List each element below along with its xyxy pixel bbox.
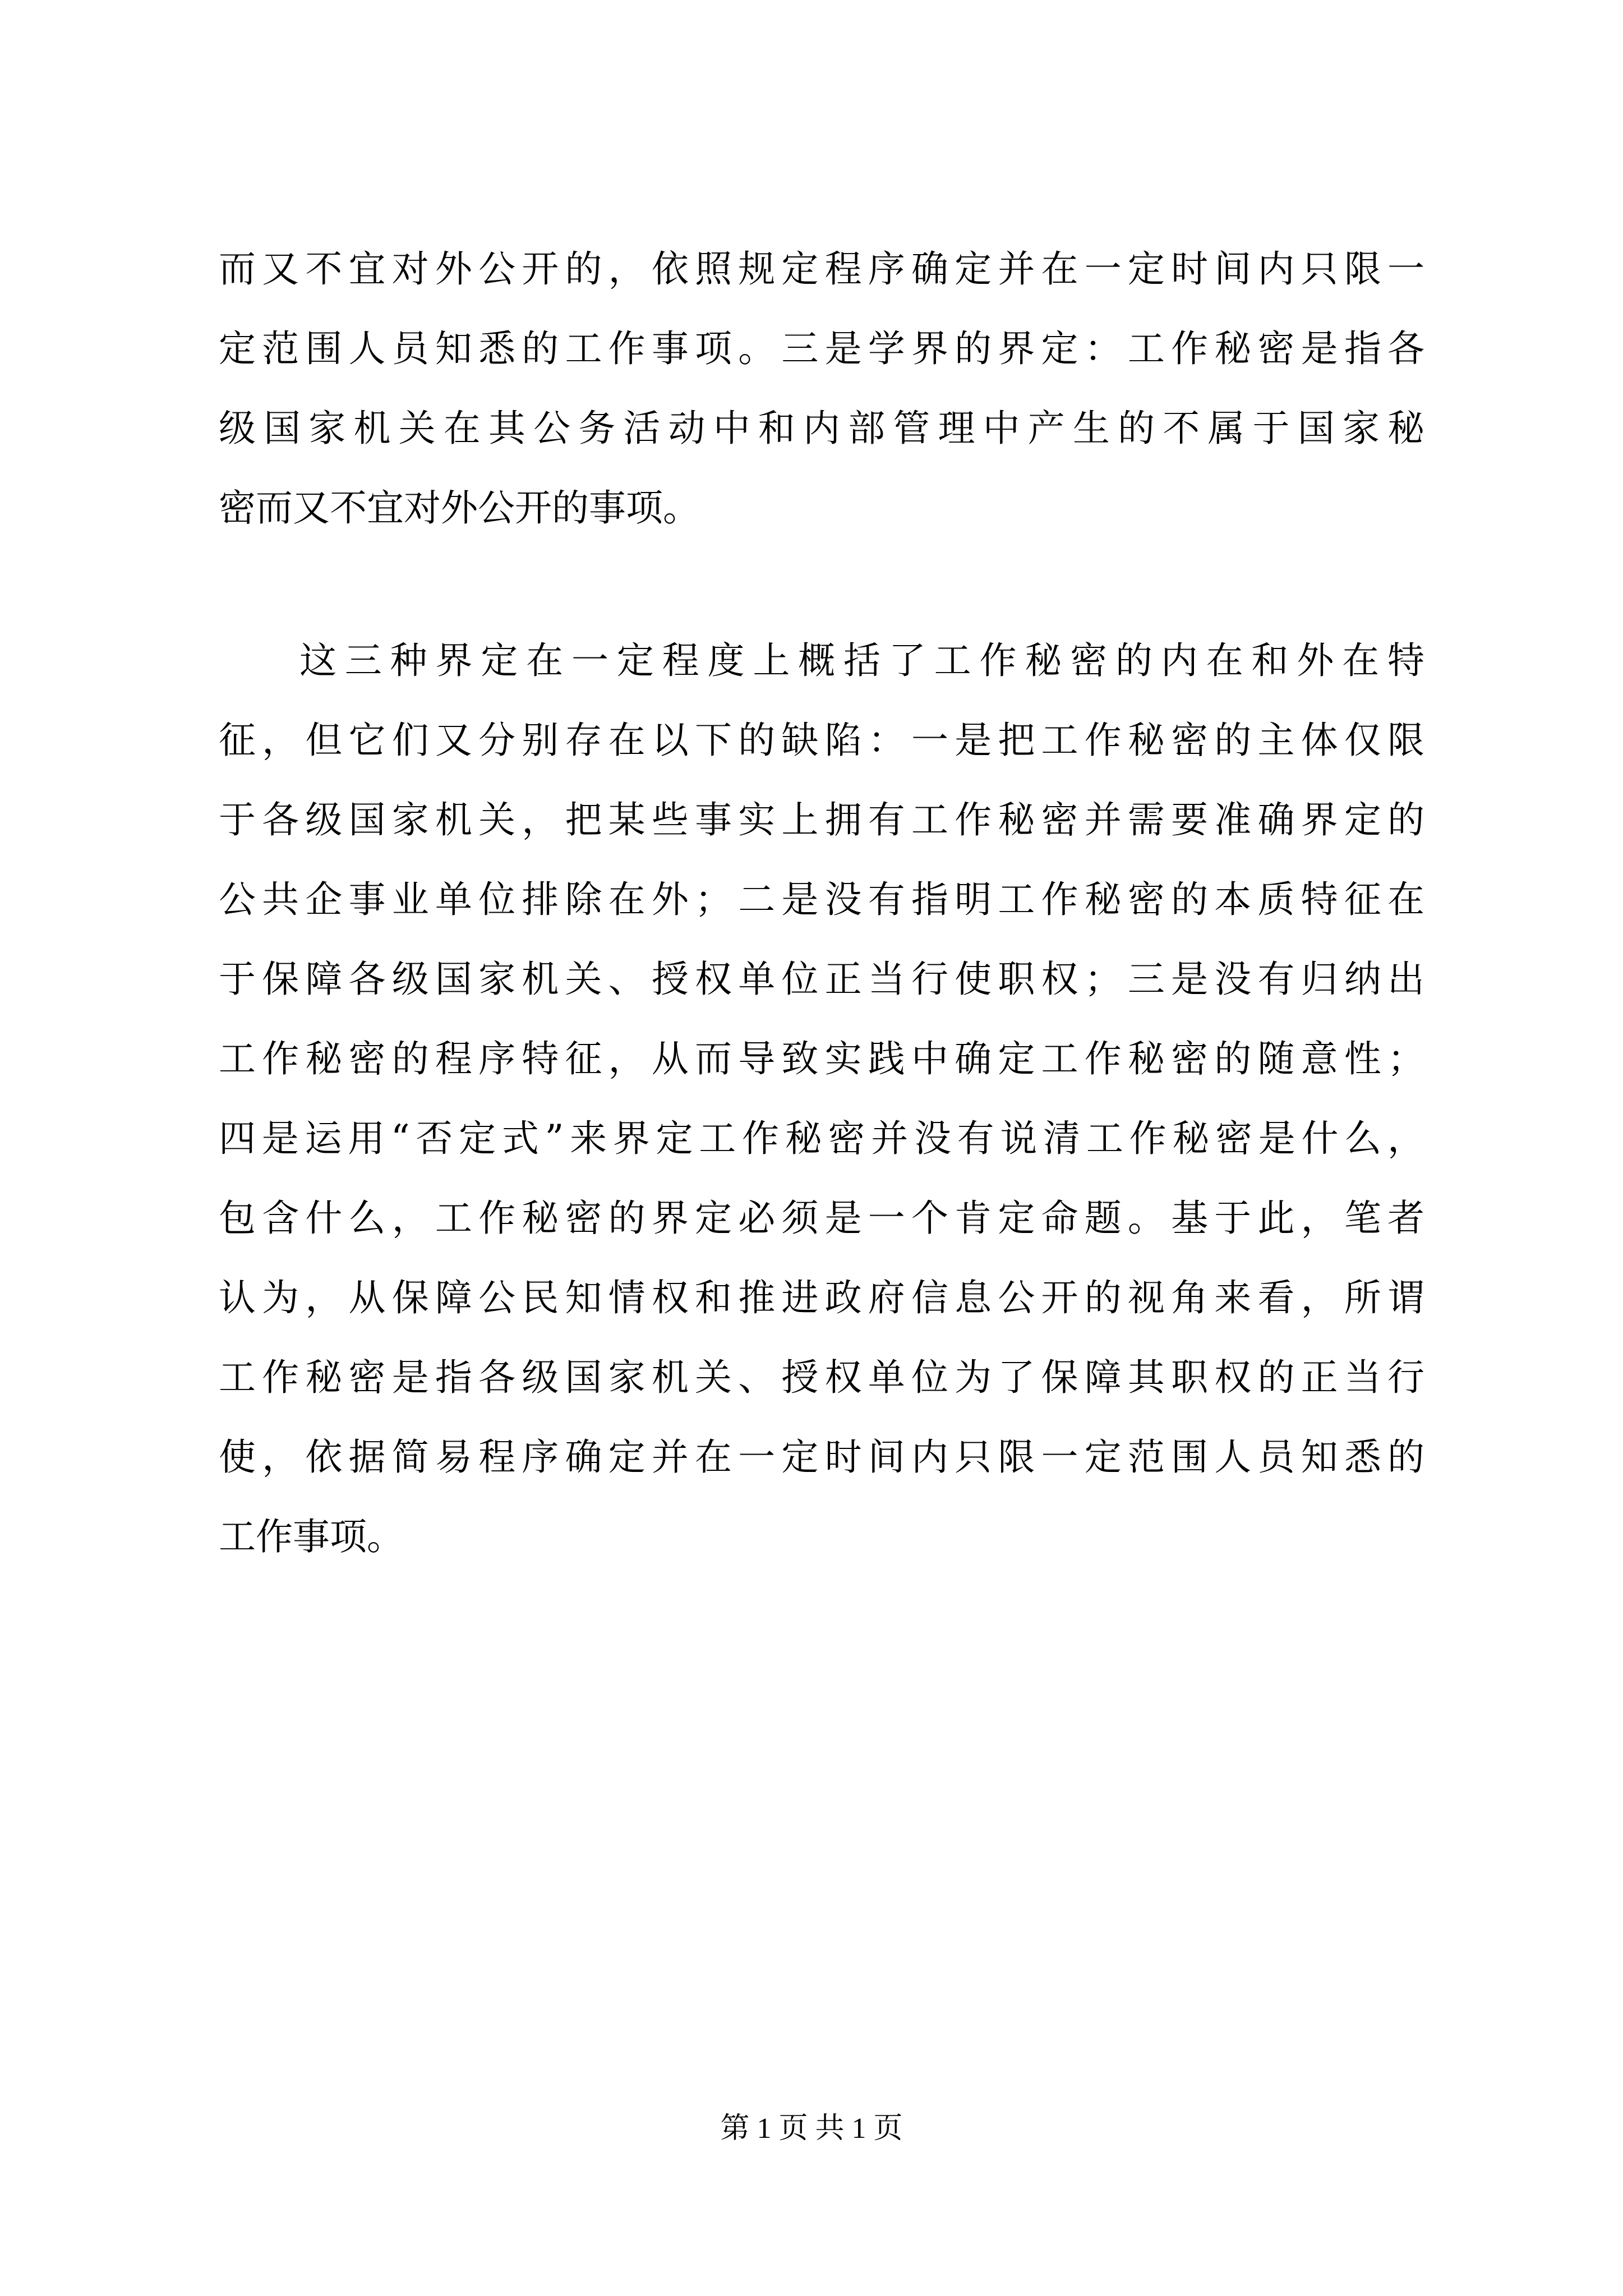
paragraph-line: 使，依据简易程序确定并在一定时间内只限一定范围人员知悉的 xyxy=(219,1435,1424,1479)
paragraph-line: 包含什么，工作秘密的界定必须是一个肯定命题。基于此，笔者 xyxy=(219,1197,1424,1240)
paragraph-line: 定范围人员知悉的工作事项。三是学界的界定：工作秘密是指各 xyxy=(219,327,1424,370)
paragraph-line: 公共企事业单位排除在外；二是没有指明工作秘密的本质特征在 xyxy=(219,878,1424,921)
paragraph-line: 级国家机关在其公务活动中和内部管理中产生的不属于国家秘 xyxy=(219,407,1424,450)
paragraph-line: 征，但它们又分别存在以下的缺陷：一是把工作秘密的主体仅限 xyxy=(219,719,1424,762)
paragraph-line: 这三种界定在一定程度上概括了工作秘密的内在和外在特 xyxy=(299,639,1424,682)
page-footer: 第 1 页 共 1 页 xyxy=(720,2113,903,2145)
paragraph-line: 于保障各级国家机关、授权单位正当行使职权；三是没有归纳出 xyxy=(219,958,1424,1001)
paragraph-line: 工作事项。 xyxy=(219,1515,404,1558)
paragraph-line: 认为，从保障公民知情权和推进政府信息公开的视角来看，所谓 xyxy=(219,1276,1424,1319)
paragraph-line: 四是运用“否定式”来界定工作秘密并没有说清工作秘密是什么， xyxy=(219,1117,1424,1160)
paragraph-line: 密而又不宜对外公开的事项。 xyxy=(219,486,700,530)
paragraph-line: 工作秘密的程序特征，从而导致实践中确定工作秘密的随意性； xyxy=(219,1037,1424,1080)
paragraph-line: 而又不宜对外公开的，依照规定程序确定并在一定时间内只限一 xyxy=(219,247,1424,291)
paragraph-line: 于各级国家机关，把某些事实上拥有工作秘密并需要准确界定的 xyxy=(219,798,1424,841)
paragraph-line: 工作秘密是指各级国家机关、授权单位为了保障其职权的正当行 xyxy=(219,1356,1424,1399)
